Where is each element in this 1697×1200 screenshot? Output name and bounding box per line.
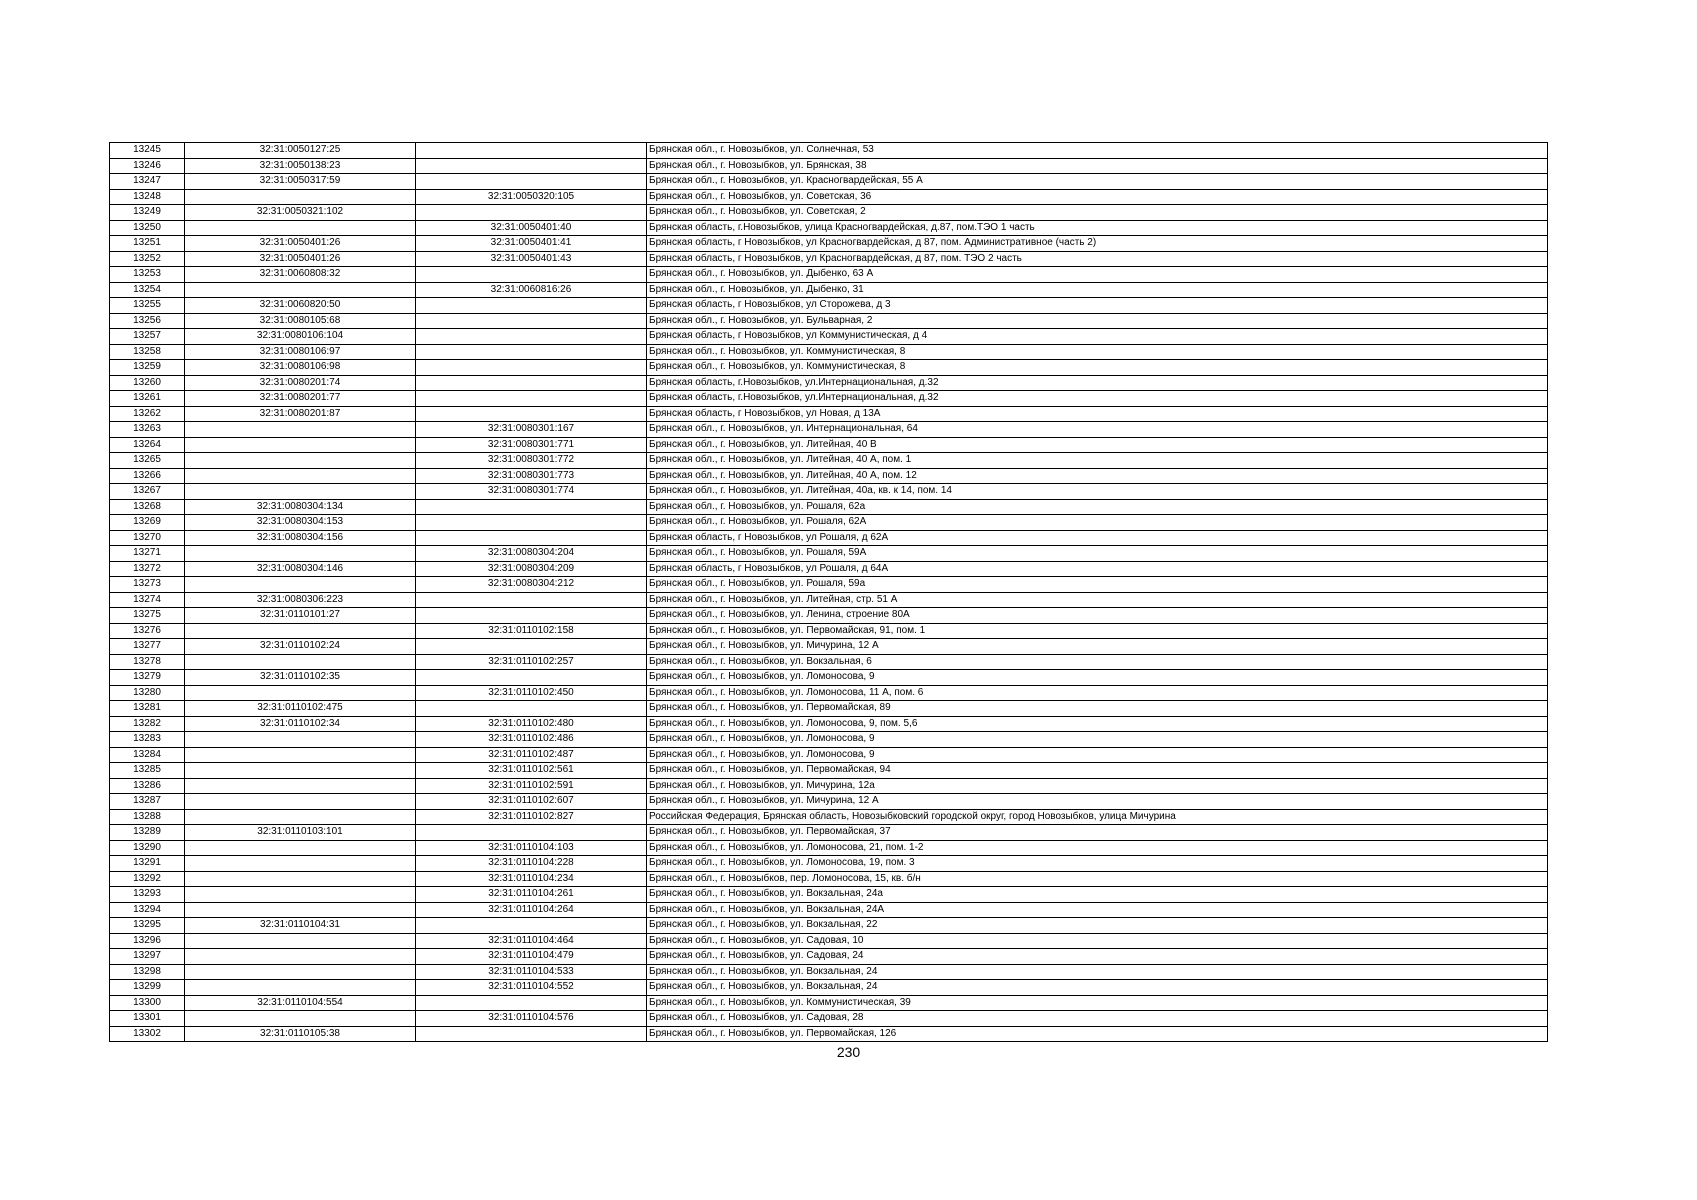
cadastral-number-cell: 32:31:0050321:102 bbox=[185, 205, 416, 221]
row-number-cell: 13294 bbox=[110, 902, 185, 918]
cadastral-number-cell bbox=[185, 468, 416, 484]
row-number-cell: 13267 bbox=[110, 484, 185, 500]
row-number-cell: 13274 bbox=[110, 592, 185, 608]
object-cadastral-number-cell bbox=[416, 375, 647, 391]
address-cell: Брянская обл., г. Новозыбков, ул. Коммунистическая, 8 bbox=[647, 344, 1548, 360]
table-row bbox=[110, 809, 1548, 825]
object-cadastral-number-cell: 32:31:0050320:105 bbox=[416, 189, 647, 205]
address-cell: Брянская обл., г. Новозыбков, ул. Садовая, 24 bbox=[647, 949, 1548, 965]
row-number-cell: 13271 bbox=[110, 546, 185, 562]
address-cell: Брянская обл., г. Новозыбков, ул. Бульварная, 2 bbox=[647, 313, 1548, 329]
cadastral-number-cell bbox=[185, 437, 416, 453]
table-row bbox=[110, 685, 1548, 701]
row-number-cell: 13299 bbox=[110, 980, 185, 996]
object-cadastral-number-cell: 32:31:0110104:261 bbox=[416, 887, 647, 903]
row-number-cell: 13289 bbox=[110, 825, 185, 841]
object-cadastral-number-cell bbox=[416, 639, 647, 655]
address-cell: Брянская обл., г. Новозыбков, ул. Вокзальная, 24а bbox=[647, 887, 1548, 903]
address-cell: Брянская область, г Новозыбков, ул Красногвардейская, д 87, пом. Административное (часть 2) bbox=[647, 236, 1548, 252]
row-number-cell: 13268 bbox=[110, 499, 185, 515]
object-cadastral-number-cell bbox=[416, 701, 647, 717]
table-row bbox=[110, 1026, 1548, 1042]
object-cadastral-number-cell bbox=[416, 298, 647, 314]
table-row bbox=[110, 639, 1548, 655]
cadastral-number-cell bbox=[185, 546, 416, 562]
row-number-cell: 13248 bbox=[110, 189, 185, 205]
address-cell: Брянская обл., г. Новозыбков, ул. Советская, 2 bbox=[647, 205, 1548, 221]
cadastral-number-cell bbox=[185, 685, 416, 701]
table-row bbox=[110, 205, 1548, 221]
object-cadastral-number-cell bbox=[416, 825, 647, 841]
cadastral-number-cell: 32:31:0080106:104 bbox=[185, 329, 416, 345]
row-number-cell: 13273 bbox=[110, 577, 185, 593]
object-cadastral-number-cell: 32:31:0110104:552 bbox=[416, 980, 647, 996]
table-row bbox=[110, 887, 1548, 903]
address-cell: Брянская обл., г. Новозыбков, ул. Мичурина, 12 А bbox=[647, 794, 1548, 810]
object-cadastral-number-cell: 32:31:0110104:234 bbox=[416, 871, 647, 887]
table-row bbox=[110, 282, 1548, 298]
object-cadastral-number-cell bbox=[416, 592, 647, 608]
object-cadastral-number-cell bbox=[416, 1026, 647, 1042]
address-cell: Брянская обл., г. Новозыбков, ул. Первомайская, 126 bbox=[647, 1026, 1548, 1042]
object-cadastral-number-cell: 32:31:0110104:228 bbox=[416, 856, 647, 872]
row-number-cell: 13256 bbox=[110, 313, 185, 329]
row-number-cell: 13249 bbox=[110, 205, 185, 221]
cadastral-number-cell bbox=[185, 778, 416, 794]
table-row bbox=[110, 716, 1548, 732]
row-number-cell: 13246 bbox=[110, 158, 185, 174]
address-cell: Брянская обл., г. Новозыбков, ул. Ломоносова, 21, пом. 1-2 bbox=[647, 840, 1548, 856]
object-cadastral-number-cell: 32:31:0080304:204 bbox=[416, 546, 647, 562]
row-number-cell: 13252 bbox=[110, 251, 185, 267]
cadastral-number-cell: 32:31:0050317:59 bbox=[185, 174, 416, 190]
cadastral-number-cell: 32:31:0080304:156 bbox=[185, 530, 416, 546]
row-number-cell: 13286 bbox=[110, 778, 185, 794]
row-number-cell: 13296 bbox=[110, 933, 185, 949]
cadastral-number-cell: 32:31:0110102:24 bbox=[185, 639, 416, 655]
row-number-cell: 13278 bbox=[110, 654, 185, 670]
address-cell: Брянская обл., г. Новозыбков, ул. Литейная, стр. 51 А bbox=[647, 592, 1548, 608]
object-cadastral-number-cell: 32:31:0050401:41 bbox=[416, 236, 647, 252]
row-number-cell: 13263 bbox=[110, 422, 185, 438]
address-cell: Брянская обл., г. Новозыбков, ул. Коммунистическая, 8 bbox=[647, 360, 1548, 376]
cadastral-number-cell: 32:31:0110103:101 bbox=[185, 825, 416, 841]
cadastral-number-cell: 32:31:0050401:26 bbox=[185, 236, 416, 252]
address-cell: Российская Федерация, Брянская область, Новозыбковский городской округ, город Новозыбков, улица Мичурина bbox=[647, 809, 1548, 825]
object-cadastral-number-cell: 32:31:0110102:591 bbox=[416, 778, 647, 794]
row-number-cell: 13301 bbox=[110, 1011, 185, 1027]
object-cadastral-number-cell bbox=[416, 360, 647, 376]
object-cadastral-number-cell bbox=[416, 391, 647, 407]
object-cadastral-number-cell bbox=[416, 670, 647, 686]
address-cell: Брянская обл., г. Новозыбков, ул. Вокзальная, 22 bbox=[647, 918, 1548, 934]
row-number-cell: 13266 bbox=[110, 468, 185, 484]
address-cell: Брянская обл., г. Новозыбков, ул. Вокзальная, 6 bbox=[647, 654, 1548, 670]
address-cell: Брянская обл., г. Новозыбков, ул. Первомайская, 91, пом. 1 bbox=[647, 623, 1548, 639]
cadastral-number-cell: 32:31:0110101:27 bbox=[185, 608, 416, 624]
cadastral-number-cell bbox=[185, 189, 416, 205]
cadastral-number-cell: 32:31:0110102:475 bbox=[185, 701, 416, 717]
table-row bbox=[110, 499, 1548, 515]
table-row bbox=[110, 747, 1548, 763]
table-row bbox=[110, 375, 1548, 391]
cadastral-number-cell: 32:31:0110105:38 bbox=[185, 1026, 416, 1042]
table-row bbox=[110, 840, 1548, 856]
object-cadastral-number-cell: 32:31:0110104:533 bbox=[416, 964, 647, 980]
table-row bbox=[110, 856, 1548, 872]
address-cell: Брянская обл., г. Новозыбков, ул. Мичурина, 12а bbox=[647, 778, 1548, 794]
object-cadastral-number-cell: 32:31:0080301:773 bbox=[416, 468, 647, 484]
object-cadastral-number-cell bbox=[416, 205, 647, 221]
object-cadastral-number-cell bbox=[416, 918, 647, 934]
cadastral-number-cell: 32:31:0110102:34 bbox=[185, 716, 416, 732]
address-cell: Брянская область, г Новозыбков, ул Новая, д 13А bbox=[647, 406, 1548, 422]
cadastral-number-cell bbox=[185, 887, 416, 903]
object-cadastral-number-cell bbox=[416, 158, 647, 174]
row-number-cell: 13270 bbox=[110, 530, 185, 546]
object-cadastral-number-cell bbox=[416, 344, 647, 360]
address-cell: Брянская обл., г. Новозыбков, ул. Солнечная, 53 bbox=[647, 143, 1548, 159]
cadastral-number-cell bbox=[185, 933, 416, 949]
table-row bbox=[110, 251, 1548, 267]
object-cadastral-number-cell: 32:31:0080301:774 bbox=[416, 484, 647, 500]
address-cell: Брянская обл., г. Новозыбков, ул. Садовая, 10 bbox=[647, 933, 1548, 949]
table-row bbox=[110, 592, 1548, 608]
row-number-cell: 13295 bbox=[110, 918, 185, 934]
row-number-cell: 13257 bbox=[110, 329, 185, 345]
object-cadastral-number-cell bbox=[416, 174, 647, 190]
row-number-cell: 13255 bbox=[110, 298, 185, 314]
address-cell: Брянская обл., г. Новозыбков, ул. Литейная, 40 В bbox=[647, 437, 1548, 453]
table-row bbox=[110, 329, 1548, 345]
address-cell: Брянская обл., г. Новозыбков, ул. Рошаля, 62А bbox=[647, 515, 1548, 531]
cadastral-number-cell: 32:31:0080201:87 bbox=[185, 406, 416, 422]
object-cadastral-number-cell: 32:31:0080304:209 bbox=[416, 561, 647, 577]
address-cell: Брянская область, г.Новозыбков, ул.Интернациональная, д.32 bbox=[647, 391, 1548, 407]
address-cell: Брянская область, г Новозыбков, ул Красногвардейская, д 87, пом. ТЭО 2 часть bbox=[647, 251, 1548, 267]
cadastral-number-cell bbox=[185, 794, 416, 810]
row-number-cell: 13293 bbox=[110, 887, 185, 903]
row-number-cell: 13281 bbox=[110, 701, 185, 717]
address-cell: Брянская обл., г. Новозыбков, ул. Первомайская, 37 bbox=[647, 825, 1548, 841]
address-cell: Брянская обл., г. Новозыбков, ул. Ломоносова, 11 А, пом. 6 bbox=[647, 685, 1548, 701]
cadastral-number-cell bbox=[185, 747, 416, 763]
object-cadastral-number-cell bbox=[416, 608, 647, 624]
table-row bbox=[110, 189, 1548, 205]
row-number-cell: 13300 bbox=[110, 995, 185, 1011]
row-number-cell: 13288 bbox=[110, 809, 185, 825]
row-number-cell: 13276 bbox=[110, 623, 185, 639]
table-row bbox=[110, 949, 1548, 965]
table-row bbox=[110, 763, 1548, 779]
row-number-cell: 13254 bbox=[110, 282, 185, 298]
table-row bbox=[110, 267, 1548, 283]
cadastral-number-cell: 32:31:0080304:146 bbox=[185, 561, 416, 577]
cadastral-number-cell: 32:31:0050401:26 bbox=[185, 251, 416, 267]
cadastral-number-cell bbox=[185, 980, 416, 996]
cadastral-number-cell bbox=[185, 1011, 416, 1027]
address-cell: Брянская обл., г. Новозыбков, ул. Коммунистическая, 39 bbox=[647, 995, 1548, 1011]
object-cadastral-number-cell: 32:31:0050401:40 bbox=[416, 220, 647, 236]
object-cadastral-number-cell bbox=[416, 530, 647, 546]
address-cell: Брянская обл., г. Новозыбков, ул. Первомайская, 94 bbox=[647, 763, 1548, 779]
table-row bbox=[110, 236, 1548, 252]
object-cadastral-number-cell: 32:31:0110102:561 bbox=[416, 763, 647, 779]
table-row bbox=[110, 871, 1548, 887]
object-cadastral-number-cell bbox=[416, 267, 647, 283]
address-cell: Брянская область, г Новозыбков, ул Сторожева, д 3 bbox=[647, 298, 1548, 314]
table-row bbox=[110, 654, 1548, 670]
table-row bbox=[110, 577, 1548, 593]
cadastral-number-cell bbox=[185, 949, 416, 965]
table-row bbox=[110, 670, 1548, 686]
registry-table-body bbox=[110, 143, 1548, 1042]
table-row bbox=[110, 143, 1548, 159]
cadastral-number-cell bbox=[185, 809, 416, 825]
object-cadastral-number-cell: 32:31:0110102:486 bbox=[416, 732, 647, 748]
row-number-cell: 13302 bbox=[110, 1026, 185, 1042]
table-row bbox=[110, 174, 1548, 190]
table-row bbox=[110, 623, 1548, 639]
address-cell: Брянская область, г.Новозыбков, улица Красногвардейская, д.87, пом.ТЭО 1 часть bbox=[647, 220, 1548, 236]
table-row bbox=[110, 437, 1548, 453]
object-cadastral-number-cell bbox=[416, 313, 647, 329]
row-number-cell: 13269 bbox=[110, 515, 185, 531]
address-cell: Брянская обл., г. Новозыбков, ул. Первомайская, 89 bbox=[647, 701, 1548, 717]
cadastral-number-cell bbox=[185, 902, 416, 918]
address-cell: Брянская обл., г. Новозыбков, ул. Ломоносова, 9, пом. 5,6 bbox=[647, 716, 1548, 732]
row-number-cell: 13298 bbox=[110, 964, 185, 980]
object-cadastral-number-cell: 32:31:0110102:158 bbox=[416, 623, 647, 639]
cadastral-number-cell bbox=[185, 453, 416, 469]
address-cell: Брянская обл., г. Новозыбков, ул. Литейная, 40 А, пом. 1 bbox=[647, 453, 1548, 469]
table-row bbox=[110, 484, 1548, 500]
row-number-cell: 13250 bbox=[110, 220, 185, 236]
cadastral-number-cell: 32:31:0080304:153 bbox=[185, 515, 416, 531]
row-number-cell: 13292 bbox=[110, 871, 185, 887]
object-cadastral-number-cell bbox=[416, 515, 647, 531]
address-cell: Брянская обл., г. Новозыбков, ул. Рошаля, 59А bbox=[647, 546, 1548, 562]
cadastral-number-cell bbox=[185, 840, 416, 856]
address-cell: Брянская область, г Новозыбков, ул Коммунистическая, д 4 bbox=[647, 329, 1548, 345]
table-row bbox=[110, 964, 1548, 980]
object-cadastral-number-cell: 32:31:0110104:103 bbox=[416, 840, 647, 856]
cadastral-number-cell: 32:31:0110104:554 bbox=[185, 995, 416, 1011]
cadastral-number-cell: 32:31:0080105:68 bbox=[185, 313, 416, 329]
row-number-cell: 13297 bbox=[110, 949, 185, 965]
cadastral-number-cell: 32:31:0080106:98 bbox=[185, 360, 416, 376]
address-cell: Брянская область, г Новозыбков, ул Рошаля, д 64А bbox=[647, 561, 1548, 577]
cadastral-number-cell: 32:31:0060820:50 bbox=[185, 298, 416, 314]
object-cadastral-number-cell: 32:31:0110104:479 bbox=[416, 949, 647, 965]
cadastral-number-cell: 32:31:0110104:31 bbox=[185, 918, 416, 934]
row-number-cell: 13251 bbox=[110, 236, 185, 252]
address-cell: Брянская обл., г. Новозыбков, ул. Интернациональная, 64 bbox=[647, 422, 1548, 438]
address-cell: Брянская обл., г. Новозыбков, ул. Ломоносова, 19, пом. 3 bbox=[647, 856, 1548, 872]
table-row bbox=[110, 406, 1548, 422]
cadastral-number-cell: 32:31:0080201:77 bbox=[185, 391, 416, 407]
cadastral-number-cell: 32:31:0080306:223 bbox=[185, 592, 416, 608]
object-cadastral-number-cell bbox=[416, 143, 647, 159]
cadastral-number-cell: 32:31:0080304:134 bbox=[185, 499, 416, 515]
object-cadastral-number-cell: 32:31:0110102:257 bbox=[416, 654, 647, 670]
address-cell: Брянская область, г.Новозыбков, ул.Интернациональная, д.32 bbox=[647, 375, 1548, 391]
address-cell: Брянская обл., г. Новозыбков, ул. Мичурина, 12 А bbox=[647, 639, 1548, 655]
object-cadastral-number-cell bbox=[416, 995, 647, 1011]
address-cell: Брянская обл., г. Новозыбков, ул. Дыбенко, 31 bbox=[647, 282, 1548, 298]
table-row bbox=[110, 313, 1548, 329]
table-row bbox=[110, 918, 1548, 934]
cadastral-number-cell: 32:31:0050127:25 bbox=[185, 143, 416, 159]
address-cell: Брянская обл., г. Новозыбков, ул. Литейная, 40 А, пом. 12 bbox=[647, 468, 1548, 484]
object-cadastral-number-cell: 32:31:0050401:43 bbox=[416, 251, 647, 267]
cadastral-number-cell: 32:31:0110102:35 bbox=[185, 670, 416, 686]
row-number-cell: 13285 bbox=[110, 763, 185, 779]
object-cadastral-number-cell: 32:31:0110102:450 bbox=[416, 685, 647, 701]
table-row bbox=[110, 158, 1548, 174]
object-cadastral-number-cell: 32:31:0060816:26 bbox=[416, 282, 647, 298]
cadastral-number-cell bbox=[185, 484, 416, 500]
object-cadastral-number-cell: 32:31:0080301:771 bbox=[416, 437, 647, 453]
object-cadastral-number-cell: 32:31:0080301:772 bbox=[416, 453, 647, 469]
address-cell: Брянская обл., г. Новозыбков, ул. Вокзальная, 24 bbox=[647, 980, 1548, 996]
table-row bbox=[110, 344, 1548, 360]
address-cell: Брянская обл., г. Новозыбков, пер. Ломоносова, 15, кв. б/н bbox=[647, 871, 1548, 887]
table-row bbox=[110, 1011, 1548, 1027]
row-number-cell: 13258 bbox=[110, 344, 185, 360]
cadastral-number-cell bbox=[185, 763, 416, 779]
table-row bbox=[110, 995, 1548, 1011]
table-row bbox=[110, 220, 1548, 236]
object-cadastral-number-cell: 32:31:0110102:487 bbox=[416, 747, 647, 763]
cadastral-number-cell bbox=[185, 623, 416, 639]
object-cadastral-number-cell: 32:31:0110104:464 bbox=[416, 933, 647, 949]
row-number-cell: 13283 bbox=[110, 732, 185, 748]
row-number-cell: 13259 bbox=[110, 360, 185, 376]
table-row bbox=[110, 515, 1548, 531]
cadastral-number-cell bbox=[185, 871, 416, 887]
address-cell: Брянская обл., г. Новозыбков, ул. Вокзальная, 24 bbox=[647, 964, 1548, 980]
page-number: 230 bbox=[836, 1044, 861, 1060]
address-cell: Брянская обл., г. Новозыбков, ул. Ленина, строение 80А bbox=[647, 608, 1548, 624]
row-number-cell: 13272 bbox=[110, 561, 185, 577]
object-cadastral-number-cell: 32:31:0110104:264 bbox=[416, 902, 647, 918]
object-cadastral-number-cell bbox=[416, 329, 647, 345]
cadastral-number-cell bbox=[185, 220, 416, 236]
address-cell: Брянская обл., г. Новозыбков, ул. Ломоносова, 9 bbox=[647, 747, 1548, 763]
table-row bbox=[110, 732, 1548, 748]
table-row bbox=[110, 546, 1548, 562]
address-cell: Брянская область, г Новозыбков, ул Рошаля, д 62А bbox=[647, 530, 1548, 546]
object-cadastral-number-cell: 32:31:0110102:827 bbox=[416, 809, 647, 825]
address-cell: Брянская обл., г. Новозыбков, ул. Вокзальная, 24А bbox=[647, 902, 1548, 918]
table-row bbox=[110, 902, 1548, 918]
cadastral-number-cell: 32:31:0080201:74 bbox=[185, 375, 416, 391]
row-number-cell: 13279 bbox=[110, 670, 185, 686]
table-row bbox=[110, 608, 1548, 624]
address-cell: Брянская обл., г. Новозыбков, ул. Рошаля, 62а bbox=[647, 499, 1548, 515]
cadastral-number-cell bbox=[185, 577, 416, 593]
table-row bbox=[110, 980, 1548, 996]
row-number-cell: 13291 bbox=[110, 856, 185, 872]
row-number-cell: 13247 bbox=[110, 174, 185, 190]
row-number-cell: 13275 bbox=[110, 608, 185, 624]
row-number-cell: 13260 bbox=[110, 375, 185, 391]
row-number-cell: 13253 bbox=[110, 267, 185, 283]
row-number-cell: 13262 bbox=[110, 406, 185, 422]
cadastral-number-cell: 32:31:0080106:97 bbox=[185, 344, 416, 360]
row-number-cell: 13265 bbox=[110, 453, 185, 469]
row-number-cell: 13282 bbox=[110, 716, 185, 732]
row-number-cell: 13277 bbox=[110, 639, 185, 655]
address-cell: Брянская обл., г. Новозыбков, ул. Дыбенко, 63 А bbox=[647, 267, 1548, 283]
address-cell: Брянская обл., г. Новозыбков, ул. Брянская, 38 bbox=[647, 158, 1548, 174]
cadastral-number-cell bbox=[185, 422, 416, 438]
row-number-cell: 13264 bbox=[110, 437, 185, 453]
address-cell: Брянская обл., г. Новозыбков, ул. Ломоносова, 9 bbox=[647, 732, 1548, 748]
row-number-cell: 13280 bbox=[110, 685, 185, 701]
row-number-cell: 13245 bbox=[110, 143, 185, 159]
table-row bbox=[110, 468, 1548, 484]
table-row bbox=[110, 825, 1548, 841]
object-cadastral-number-cell bbox=[416, 499, 647, 515]
object-cadastral-number-cell: 32:31:0080301:167 bbox=[416, 422, 647, 438]
row-number-cell: 13290 bbox=[110, 840, 185, 856]
row-number-cell: 13287 bbox=[110, 794, 185, 810]
cadastral-number-cell: 32:31:0050138:23 bbox=[185, 158, 416, 174]
address-cell: Брянская обл., г. Новозыбков, ул. Литейная, 40а, кв. к 14, пом. 14 bbox=[647, 484, 1548, 500]
cadastral-number-cell: 32:31:0060808:32 bbox=[185, 267, 416, 283]
cadastral-number-cell bbox=[185, 282, 416, 298]
row-number-cell: 13261 bbox=[110, 391, 185, 407]
object-cadastral-number-cell bbox=[416, 406, 647, 422]
table-row bbox=[110, 298, 1548, 314]
table-row bbox=[110, 453, 1548, 469]
object-cadastral-number-cell: 32:31:0110104:576 bbox=[416, 1011, 647, 1027]
table-row bbox=[110, 422, 1548, 438]
table-row bbox=[110, 561, 1548, 577]
cadastral-number-cell bbox=[185, 856, 416, 872]
address-cell: Брянская обл., г. Новозыбков, ул. Садовая, 28 bbox=[647, 1011, 1548, 1027]
table-row bbox=[110, 360, 1548, 376]
row-number-cell: 13284 bbox=[110, 747, 185, 763]
table-row bbox=[110, 391, 1548, 407]
table-row bbox=[110, 530, 1548, 546]
table-row bbox=[110, 778, 1548, 794]
table-row bbox=[110, 794, 1548, 810]
cadastral-number-cell bbox=[185, 654, 416, 670]
table-row bbox=[110, 701, 1548, 717]
object-cadastral-number-cell: 32:31:0080304:212 bbox=[416, 577, 647, 593]
cadastral-number-cell bbox=[185, 732, 416, 748]
address-cell: Брянская обл., г. Новозыбков, ул. Ломоносова, 9 bbox=[647, 670, 1548, 686]
object-cadastral-number-cell: 32:31:0110102:607 bbox=[416, 794, 647, 810]
cadastral-number-cell bbox=[185, 964, 416, 980]
object-cadastral-number-cell: 32:31:0110102:480 bbox=[416, 716, 647, 732]
registry-table bbox=[109, 142, 1548, 1042]
address-cell: Брянская обл., г. Новозыбков, ул. Рошаля, 59а bbox=[647, 577, 1548, 593]
table-row bbox=[110, 933, 1548, 949]
address-cell: Брянская обл., г. Новозыбков, ул. Красногвардейская, 55 А bbox=[647, 174, 1548, 190]
address-cell: Брянская обл., г. Новозыбков, ул. Советская, 36 bbox=[647, 189, 1548, 205]
